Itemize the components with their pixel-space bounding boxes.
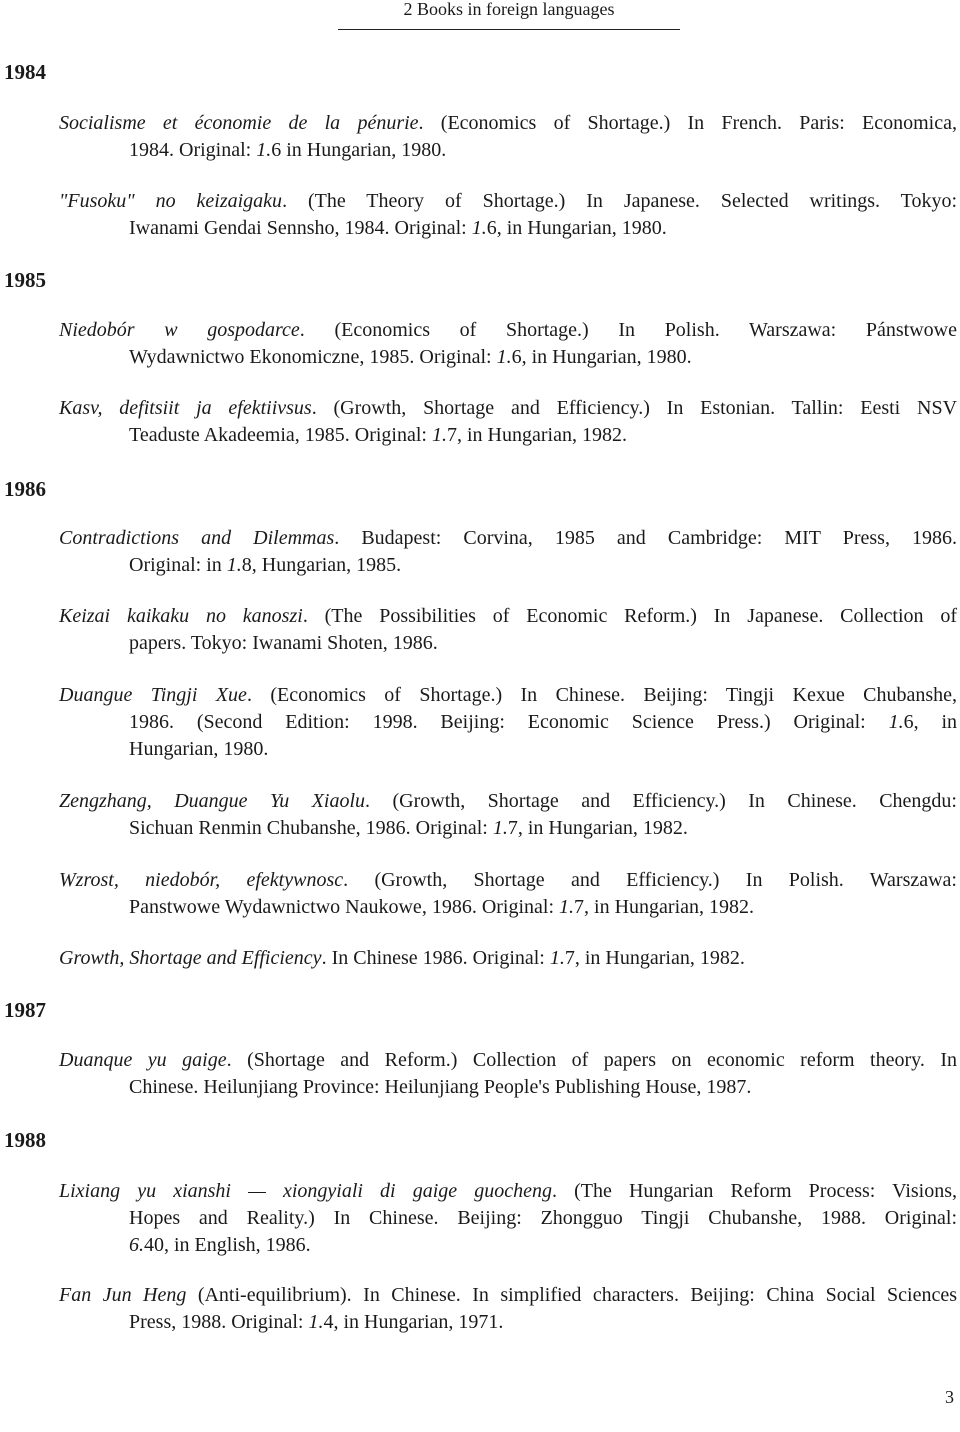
bibliography-entry (59, 317, 957, 371)
year-heading: 1984 (4, 60, 46, 84)
entry-line: Sichuan Renmin Chubanshe, 1986. Original: 1.7, in Hungarian, 1982. (129, 817, 688, 839)
entry-line: Fan Jun Heng (Anti-equilibrium). In Chinese. In simplified characters. Beijing: China Social Sciences (59, 1284, 957, 1306)
entry-line: Kasv, defitsiit ja efektiivsus. (Growth, Shortage and Efficiency.) In Estonian. Tallin: Eesti NSV (59, 397, 958, 419)
bibliography-entry (59, 603, 957, 657)
bibliography-entry (59, 1282, 957, 1336)
entry-line: Hungarian, 1980. (129, 738, 269, 760)
bibliography-entry (59, 1178, 957, 1259)
bibliography-entry (59, 788, 957, 842)
entry-line: Press, 1988. Original: 1.4, in Hungarian, 1971. (129, 1311, 504, 1333)
running-header (338, 0, 680, 30)
year-heading: 1987 (4, 998, 46, 1022)
entry-line: Hopes and Reality.) In Chinese. Beijing: Zhongguo Tingji Chubanshe, 1988. Original: (129, 1207, 957, 1229)
entry-line: Keizai kaikaku no kanoszi. (The Possibilities of Economic Reform.) In Japanese. Collection of (59, 605, 957, 627)
bibliography-entry (59, 945, 957, 972)
entry-line: Lixiang yu xianshi — xiongyiali di gaige guocheng. (The Hungarian Reform Process: Visions, (59, 1180, 957, 1202)
bibliography-entry (59, 682, 957, 763)
bibliography-entry (59, 110, 957, 164)
entry-line: Duanque yu gaige. (Shortage and Reform.) Collection of papers on economic reform theory. In (59, 1049, 957, 1071)
entry-line: Teaduste Akadeemia, 1985. Original: 1.7, in Hungarian, 1982. (129, 424, 627, 446)
entry-line: Wydawnictwo Ekonomiczne, 1985. Original: 1.6, in Hungarian, 1980. (129, 346, 692, 368)
entry-line: Zengzhang, Duangue Yu Xiaolu. (Growth, Shortage and Efficiency.) In Chinese. Chengdu: (59, 790, 957, 812)
entry-line: Niedobór w gospodarce. (Economics of Shortage.) In Polish. Warszawa: Pánstwowe (59, 319, 957, 341)
entry-line: Original: in 1.8, Hungarian, 1985. (129, 554, 402, 576)
section-title: 2 Books in foreign languages (403, 0, 615, 19)
bibliography-entry (59, 867, 957, 921)
entry-line: Chinese. Heilunjiang Province: Heilunjiang People's Publishing House, 1987. (129, 1076, 752, 1098)
bibliography-entry (59, 1047, 957, 1101)
year-heading: 1985 (4, 268, 46, 292)
entry-line: papers. Tokyo: Iwanami Shoten, 1986. (129, 632, 438, 654)
entry-line: 1984. Original: 1.6 in Hungarian, 1980. (129, 139, 447, 161)
entry-line: Growth, Shortage and Efficiency. In Chinese 1986. Original: 1.7, in Hungarian, 1982. (59, 947, 745, 969)
entry-line: "Fusoku" no keizaigaku. (The Theory of Shortage.) In Japanese. Selected writings. Tokyo: (59, 190, 957, 212)
entry-line: Iwanami Gendai Sennsho, 1984. Original: 1.6, in Hungarian, 1980. (129, 217, 667, 239)
entry-line: 6.40, in English, 1986. (129, 1234, 311, 1256)
entry-line: Panstwowe Wydawnictwo Naukowe, 1986. Original: 1.7, in Hungarian, 1982. (129, 896, 755, 918)
entry-line: 1986. (Second Edition: 1998. Beijing: Economic Science Press.) Original: 1.6, in (129, 711, 957, 733)
entry-line: Duangue Tingji Xue. (Economics of Shortage.) In Chinese. Beijing: Tingji Kexue Chubanshe, (59, 684, 958, 706)
entry-line: Wzrost, niedobór, efektywnosc. (Growth, Shortage and Efficiency.) In Polish. Warszawa: (59, 869, 957, 891)
year-heading: 1988 (4, 1128, 46, 1152)
year-heading: 1986 (4, 477, 46, 501)
entry-line: Contradictions and Dilemmas. Budapest: Corvina, 1985 and Cambridge: MIT Press, 1986. (59, 527, 957, 549)
bibliography-entry (59, 188, 957, 242)
page-number: 3 (945, 1387, 954, 1407)
entry-line: Socialisme et économie de la pénurie. (Economics of Shortage.) In French. Paris: Economica, (59, 112, 957, 134)
bibliography-entry (59, 395, 957, 449)
bibliography-entry (59, 525, 957, 579)
